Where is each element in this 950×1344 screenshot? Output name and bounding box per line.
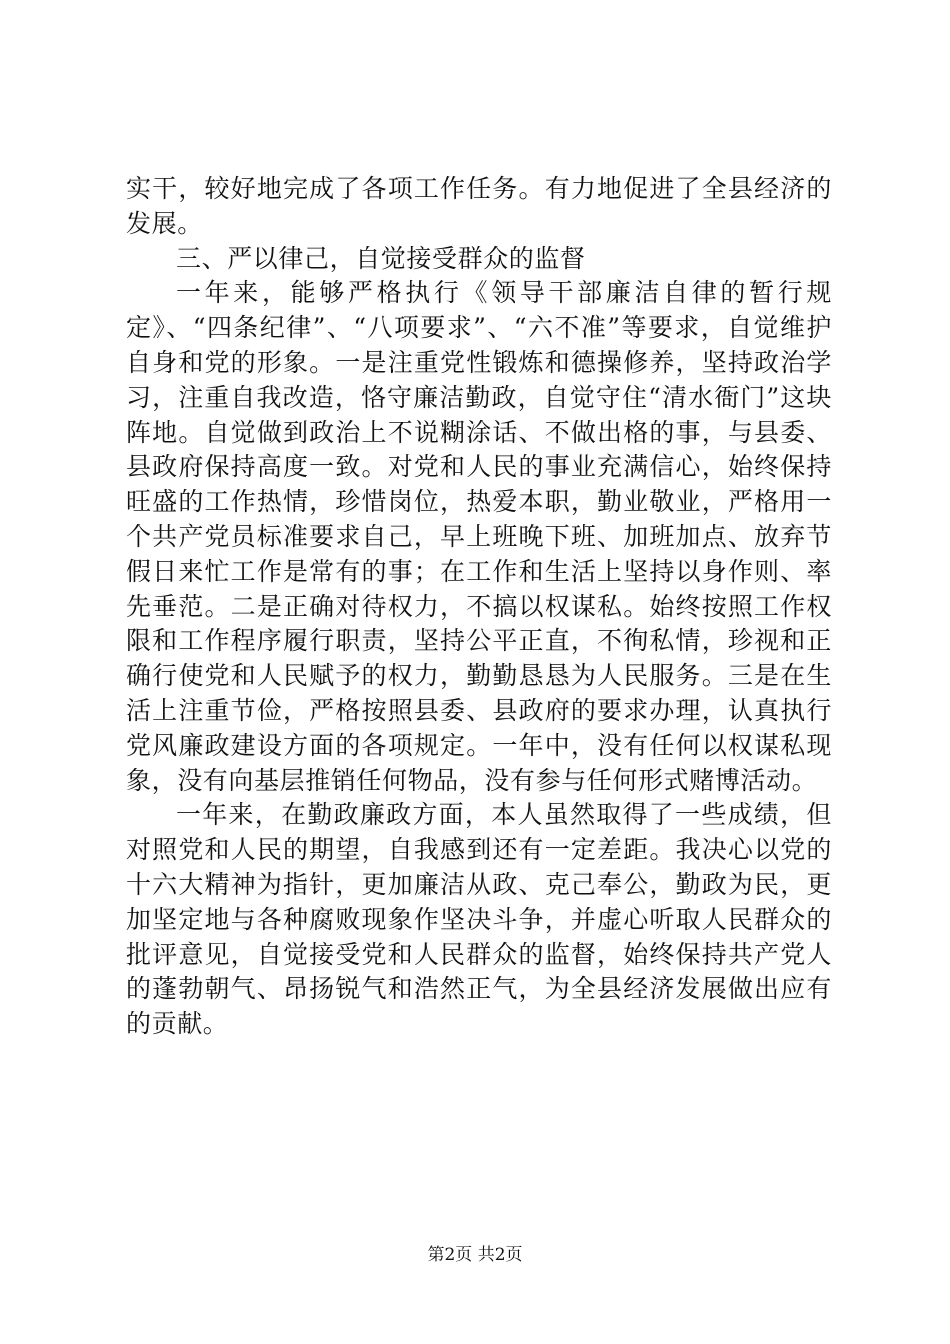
page-footer — [0, 1243, 950, 1267]
body-paragraph: 一年来，在勤政廉政方面，本人虽然取得了一些成绩，但对照党和人民的期望，自我感到还有一定差距。我决心以党的十六大精神为指针，更加廉洁从政、克己奉公，勤政为民，更加坚定地与各种腐败现象作坚决斗争，并虚心听取人民群众的批评意见，自觉接受党和人民群众的监督，始终保持共产党人的蓬勃朝气、昂扬锐气和浩然正气，为全县经济发展做出应有的贡献。 — [126, 800, 832, 1039]
body-paragraph: 一年来，能够严格执行《领导干部廉洁自律的暂行规定》、“四条纪律”、“八项要求”、“六不准”等要求，自觉维护自身和党的形象。一是注重党性锻炼和德操修养，坚持政治学习，注重自我改造，恪守廉洁勤政，自觉守住“清水衙门”这块阵地。自觉做到政治上不说糊涂话、不做出格的事，与县委、县政府保持高度一致。对党和人民的事业充满信心，始终保持旺盛的工作热情，珍惜岗位，热爱本职，勤业敬业，严格用一个共产党员标准要求自己，早上班晚下班、加班加点、放弃节假日来忙工作是常有的事；在工作和生活上坚持以身作则、率先垂范。二是正确对待权力，不搞以权谋私。始终按照工作权限和工作程序履行职责，坚持公平正直，不徇私情，珍视和正确行使党和人民赋予的权力，勤勤恳恳为人民服务。三是在生活上注重节俭，严格按照县委、县政府的要求办理，认真执行党风廉政建设方面的各项规定。一年中，没有任何以权谋私现象，没有向基层推销任何物品，没有参与任何形式赌博活动。 — [126, 278, 832, 795]
continuation-paragraph: 实干，较好地完成了各项工作任务。有力地促进了全县经济的发展。 — [126, 174, 832, 238]
section-heading: 三、严以律己，自觉接受群众的监督 — [176, 243, 586, 273]
page-number-label: 第2页 共2页 — [427, 1245, 523, 1265]
document-body — [126, 172, 832, 1042]
